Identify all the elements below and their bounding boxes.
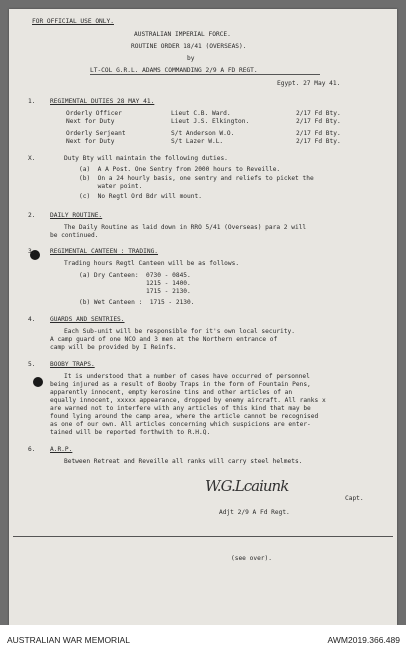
section-x-number: X. [28,155,36,162]
section-5-text: apparently innocent, empty kerosine tins and other articles of an [50,389,293,396]
credit-bar [0,625,406,653]
section-2-title: DAILY ROUTINE. [50,212,103,219]
section-5-text: being injured as a result of Booby Traps in the form of Fountain Pens, [50,381,311,388]
section-1-title: REGIMENTAL DUTIES 28 MAY 41. [50,98,155,105]
section-5-title: BOOBY TRAPS. [50,361,95,368]
credit-right: AWM2019.366.489 [327,635,400,645]
section-4-text: Each Sub-unit will be responsible for it's own local security. [64,328,295,335]
section-3-number: 3. [28,248,36,255]
see-over-note: (see over). [231,555,272,562]
duty-name: S/t Anderson W.O. [171,130,235,137]
duty-role: Next for Duty [66,118,115,125]
section-5-text: are warned not to interfere with any articles of this kind that may be [50,405,311,412]
duty-role: Orderly Officer [66,110,122,117]
duty-unit: 2/17 Fd Bty. [296,118,341,125]
duty-unit: 2/17 Fd Bty. [296,138,341,145]
section-5-text: tained will be reported forthwith to R.H.Q. [50,429,211,436]
place-date: Egypt. 27 May 41. [277,80,341,87]
section-4-title: GUARDS AND SENTRIES. [50,316,125,323]
commander-line: LT-COL G.R.L. ADAMS COMMANDING 2/9 A FD REGT. [90,67,258,74]
dry-canteen-hours: (a) Dry Canteen: 0730 - 0845. [79,272,191,279]
section-5-text: It is understood that a number of cases have occurred of personnel [64,373,310,380]
duty-unit: 2/17 Fd Bty. [296,130,341,137]
order-title: ROUTINE ORDER 18/41 (OVERSEAS). [131,43,247,50]
section-x-intro: Duty Bty will maintain the following duties. [64,155,228,162]
section-4-text: A camp guard of one NCO and 3 men at the Northern entrance of [50,336,278,343]
section-5-number: 5. [28,361,36,368]
section-2-text: be continued. [50,232,99,239]
section-2-number: 2. [28,212,36,219]
section-x-item-a: (a) A A Post. One Sentry from 2000 hours to Reveille. [79,166,281,173]
footer-rule [13,536,393,537]
signature-rank: Capt. [345,495,364,502]
section-1-number: 1. [28,98,36,105]
section-x-item-b-cont: water point. [79,183,143,190]
section-4-text: camp will be provided by I Reinfs. [50,344,177,351]
title-underline [90,74,320,75]
duty-role: Next for Duty [66,138,115,145]
dry-canteen-hours: 1215 - 1400. [79,280,191,287]
signature-image: W.G.Lcaiunk [205,477,289,495]
force-title: AUSTRALIAN IMPERIAL FORCE. [134,31,231,38]
duty-name: Lieut C.B. Ward. [171,110,231,117]
section-4-number: 4. [28,316,36,323]
punch-hole [33,377,43,387]
document-page [9,9,397,625]
dry-canteen-hours: 1715 - 2130. [79,288,191,295]
section-5-text: found lying around the camp area, where the article cannot be recognised [50,413,319,420]
duty-unit: 2/17 Fd Bty. [296,110,341,117]
section-3-title: REGIMENTAL CANTEEN : TRADING. [50,248,159,255]
section-x-item-b: (b) On a 24 hourly basis, one sentry and reliefs to picket the [79,175,314,182]
duty-role: Orderly Serjeant [66,130,126,137]
classification: FOR OFFICIAL USE ONLY. [32,18,114,25]
wet-canteen-hours: (b) Wet Canteen : 1715 - 2130. [79,299,195,306]
section-5-text: as one of our own. All articles concerning which suspicions are enter- [50,421,311,428]
duty-name: S/t Lazer W.L. [171,138,224,145]
signature-office: Adjt 2/9 A Fd Regt. [219,509,290,516]
credit-left: AUSTRALIAN WAR MEMORIAL [7,635,130,645]
section-2-text: The Daily Routine as laid down in RRO 5/41 (Overseas) para 2 will [64,224,307,231]
section-x-item-c: (c) No Regtl Ord Bdr will mount. [79,193,202,200]
section-6-title: A.R.P. [50,446,73,453]
section-3-intro: Trading hours Regtl Canteen will be as follows. [64,260,240,267]
section-5-text: equally innocent, xxxxx appearance, dropped by enemy aircraft. All ranks x [50,397,326,404]
by-line: by [187,55,195,62]
section-6-number: 6. [28,446,36,453]
section-6-text: Between Retreat and Reveille all ranks will carry steel helmets. [64,458,303,465]
duty-name: Lieut J.S. Elkington. [171,118,250,125]
